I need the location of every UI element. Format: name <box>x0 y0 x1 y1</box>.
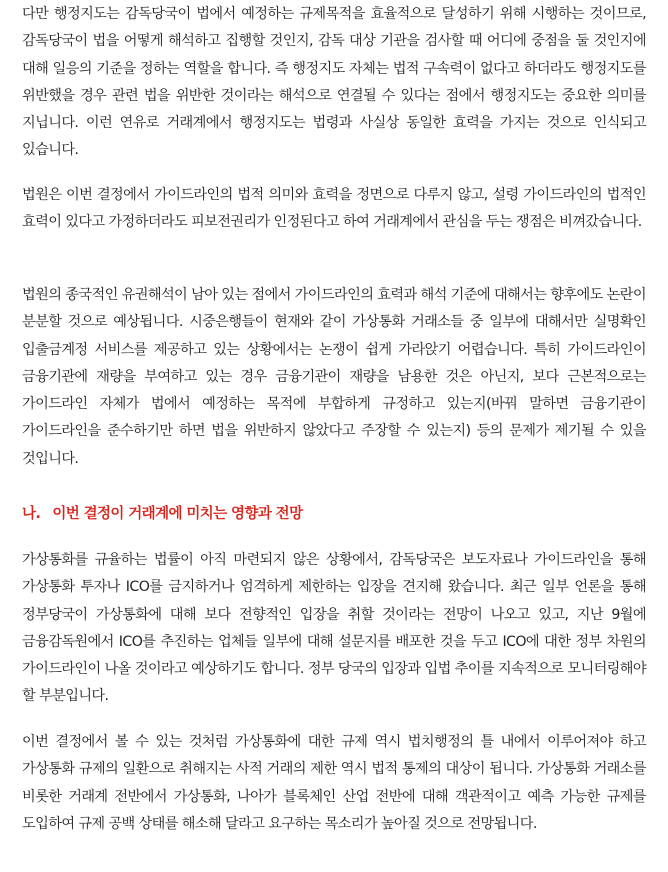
body-paragraph: 법원은 이번 결정에서 가이드라인의 법적 의미와 효력을 정면으로 다루지 않고, 설령 가이드라인의 법적인 효력이 있다고 가정하더라도 피보전권리가 인정된다고 하여 거래계에서 관심을 두는 쟁점은 비껴갔습니다. <box>22 187 646 231</box>
body-paragraph: 이번 결정에서 볼 수 있는 것처럼 가상통화에 대한 규제 역시 법치행정의 틀 내에서 이루어져야 하고 가상통화 규제의 일환으로 취해지는 사적 거래의 제한 역시 법적 통제의 대상이 됩니다. 가상통화 거래소를 비롯한 거래계 전반에서 가상통화, 나아가 블록체인 산업 전반에 대해 객관적이고 예측 가능한 규제를 도입하여 규제 공백 상태를 해소해 달라고 요구하는 목소리가 높아질 것으로 전망됩니다. <box>22 734 646 832</box>
section-title: 이번 결정이 거래계에 미치는 영향과 전망 <box>52 506 303 522</box>
section-number: 나. <box>22 506 41 522</box>
body-paragraph: 법원의 종국적인 유권해석이 남아 있는 점에서 가이드라인의 효력과 해석 기준에 대해서는 향후에도 논란이 분분할 것으로 예상됩니다. 시중은행들이 현재와 같이 가상통화 거래소들 중 일부에 대해서만 실명확인 입출금계정 서비스를 제공하고 있는 상황에서는 논쟁이 쉽게 가라앉기 어렵습니다. 특히 가이드라인이 금융기관에 재량을 부여하고 있는 경우 금융기관이 재량을 남용한 것은 아닌지, 보다 근본적으로는 가이드라인 자체가 법에서 예정하는 목적에 부합하게 규정하고 있는지(바꿔 말하면 금융기관이 가이드라인을 준수하기만 하면 법을 위반하지 않았다고 주장할 수 있는지) 등의 문제가 제기될 수 있을 것입니다. <box>22 287 646 467</box>
section-heading <box>22 501 646 528</box>
body-paragraph: 가상통화를 규율하는 법률이 아직 마련되지 않은 상황에서, 감독당국은 보도자료나 가이드라인을 통해 가상통화 투자나 ICO를 금지하거나 엄격하게 제한하는 입장을 견지해 왔습니다. 최근 일부 언론을 통해 정부당국이 가상통화에 대해 보다 전향적인 입장을 취할 것이라는 전망이 나오고 있고, 지난 9월에 금융감독원에서 ICO를 추진하는 업체들 일부에 대해 설문지를 배포한 것을 두고 ICO에 대한 정부 차원의 가이드라인이 나올 것이라고 예상하기도 합니다. 정부 당국의 입장과 입법 추이를 지속적으로 모니터링해야 할 부분입니다. <box>22 552 646 705</box>
body-paragraph: 다만 행정지도는 감독당국이 법에서 예정하는 규제목적을 효율적으로 달성하기 위해 시행하는 것이므로, 감독당국이 법을 어떻게 해석하고 집행할 것인지, 감독 대상 기관을 검사할 때 어디에 중점을 둘 것인지에 대해 일응의 기준을 정하는 역할을 합니다. 즉 행정지도 자체는 법적 구속력이 없다고 하더라도 행정지도를 위반했을 경우 관련 법을 위반한 것이라는 해석으로 연결될 수 있다는 점에서 행정지도는 중요한 의미를 지닙니다. 이런 연유로 거래계에서 행정지도는 법령과 사실상 동일한 효력을 가지는 것으로 인식되고 있습니다. <box>22 6 646 159</box>
